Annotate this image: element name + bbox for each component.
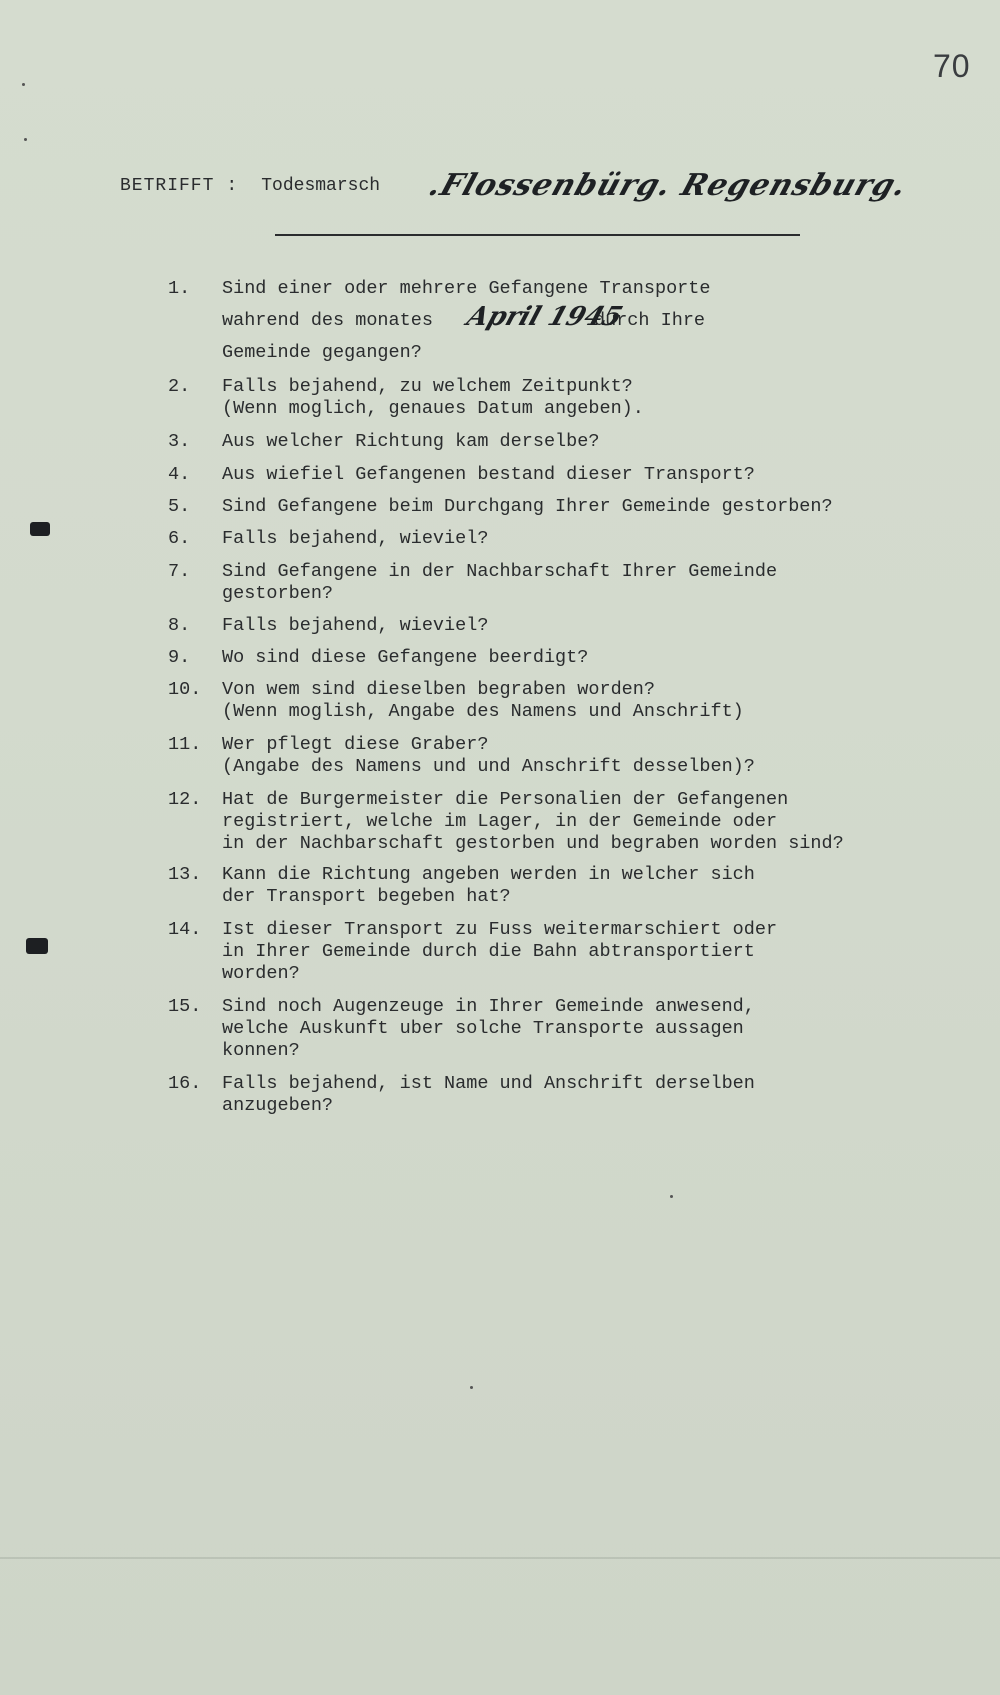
question-number: 16. [168, 1073, 202, 1094]
question-line: (Angabe des Namens und und Anschrift desselben)? [222, 756, 755, 777]
question-line: Aus welcher Richtung kam derselbe? [222, 431, 600, 452]
question-line: Falls bejahend, wieviel? [222, 528, 489, 549]
question-number: 13. [168, 864, 202, 885]
handwritten-month: April 1945 [463, 302, 627, 332]
question-number: 3. [168, 431, 191, 452]
question-line: Aus wiefiel Gefangenen bestand dieser Transport? [222, 464, 755, 485]
subject-underline [275, 234, 800, 236]
question-number: 7. [168, 561, 191, 582]
question-number: 8. [168, 615, 191, 636]
subject-typed-word: Todesmarsch [261, 176, 381, 196]
question-line: Sind einer oder mehrere Gefangene Transporte [222, 278, 711, 299]
handwritten-route: .Flossenbürg. Regensburg. [424, 168, 912, 203]
question-line: Wer pflegt diese Graber? [222, 734, 489, 755]
paper-speck [470, 1386, 473, 1389]
question-number: 9. [168, 647, 191, 668]
question-line: anzugeben? [222, 1095, 334, 1116]
subject-label: BETRIFFT [120, 176, 215, 196]
question-line: (Wenn moglish, Angabe des Namens und Anschrift) [222, 701, 744, 722]
question-line: in der Nachbarschaft gestorben und begraben worden sind? [222, 833, 844, 854]
punch-mark [26, 938, 48, 954]
question-line: wahrend des monates [222, 310, 433, 331]
question-number: 4. [168, 464, 191, 485]
question-number: 11. [168, 734, 202, 755]
question-line: Von wem sind dieselben begraben worden? [222, 679, 655, 700]
question-line-suffix: durch Ihre [594, 310, 706, 331]
question-line: Falls bejahend, ist Name und Anschrift derselben [222, 1073, 755, 1094]
question-number: 2. [168, 376, 191, 397]
paper-speck [24, 138, 27, 141]
question-line: konnen? [222, 1040, 300, 1061]
punch-mark [30, 522, 50, 536]
question-line: Sind Gefangene beim Durchgang Ihrer Gemeinde gestorben? [222, 496, 833, 517]
question-line: worden? [222, 963, 300, 984]
question-line: Hat de Burgermeister die Personalien der Gefangenen [222, 789, 789, 810]
question-number: 5. [168, 496, 191, 517]
paper-speck [22, 83, 25, 86]
question-line: der Transport begeben hat? [222, 886, 511, 907]
question-number: 15. [168, 996, 202, 1017]
question-number: 10. [168, 679, 202, 700]
question-line: Sind Gefangene in der Nachbarschaft Ihrer Gemeinde [222, 561, 778, 582]
question-line: gestorben? [222, 583, 334, 604]
question-line: Kann die Richtung angeben werden in welcher sich [222, 864, 755, 885]
question-line: in Ihrer Gemeinde durch die Bahn abtransportiert [222, 941, 755, 962]
question-line: Ist dieser Transport zu Fuss weitermarschiert oder [222, 919, 778, 940]
question-line: welche Auskunft uber solche Transporte aussagen [222, 1018, 744, 1039]
question-line: Gemeinde gegangen? [222, 342, 422, 363]
question-number: 1. [168, 278, 191, 299]
question-line: registriert, welche im Lager, in der Gemeinde oder [222, 811, 778, 832]
question-number: 12. [168, 789, 202, 810]
question-line: Falls bejahend, wieviel? [222, 615, 489, 636]
question-number: 6. [168, 528, 191, 549]
question-line: Sind noch Augenzeuge in Ihrer Gemeinde anwesend, [222, 996, 755, 1017]
question-line: Falls bejahend, zu welchem Zeitpunkt? [222, 376, 633, 397]
subject-separator: : [226, 176, 238, 196]
page-number: 70 [933, 48, 971, 84]
question-line: Wo sind diese Gefangene beerdigt? [222, 647, 589, 668]
subject-line [120, 176, 380, 196]
question-number: 14. [168, 919, 202, 940]
question-line: (Wenn moglich, genaues Datum angeben). [222, 398, 644, 419]
paper-speck [670, 1195, 673, 1198]
